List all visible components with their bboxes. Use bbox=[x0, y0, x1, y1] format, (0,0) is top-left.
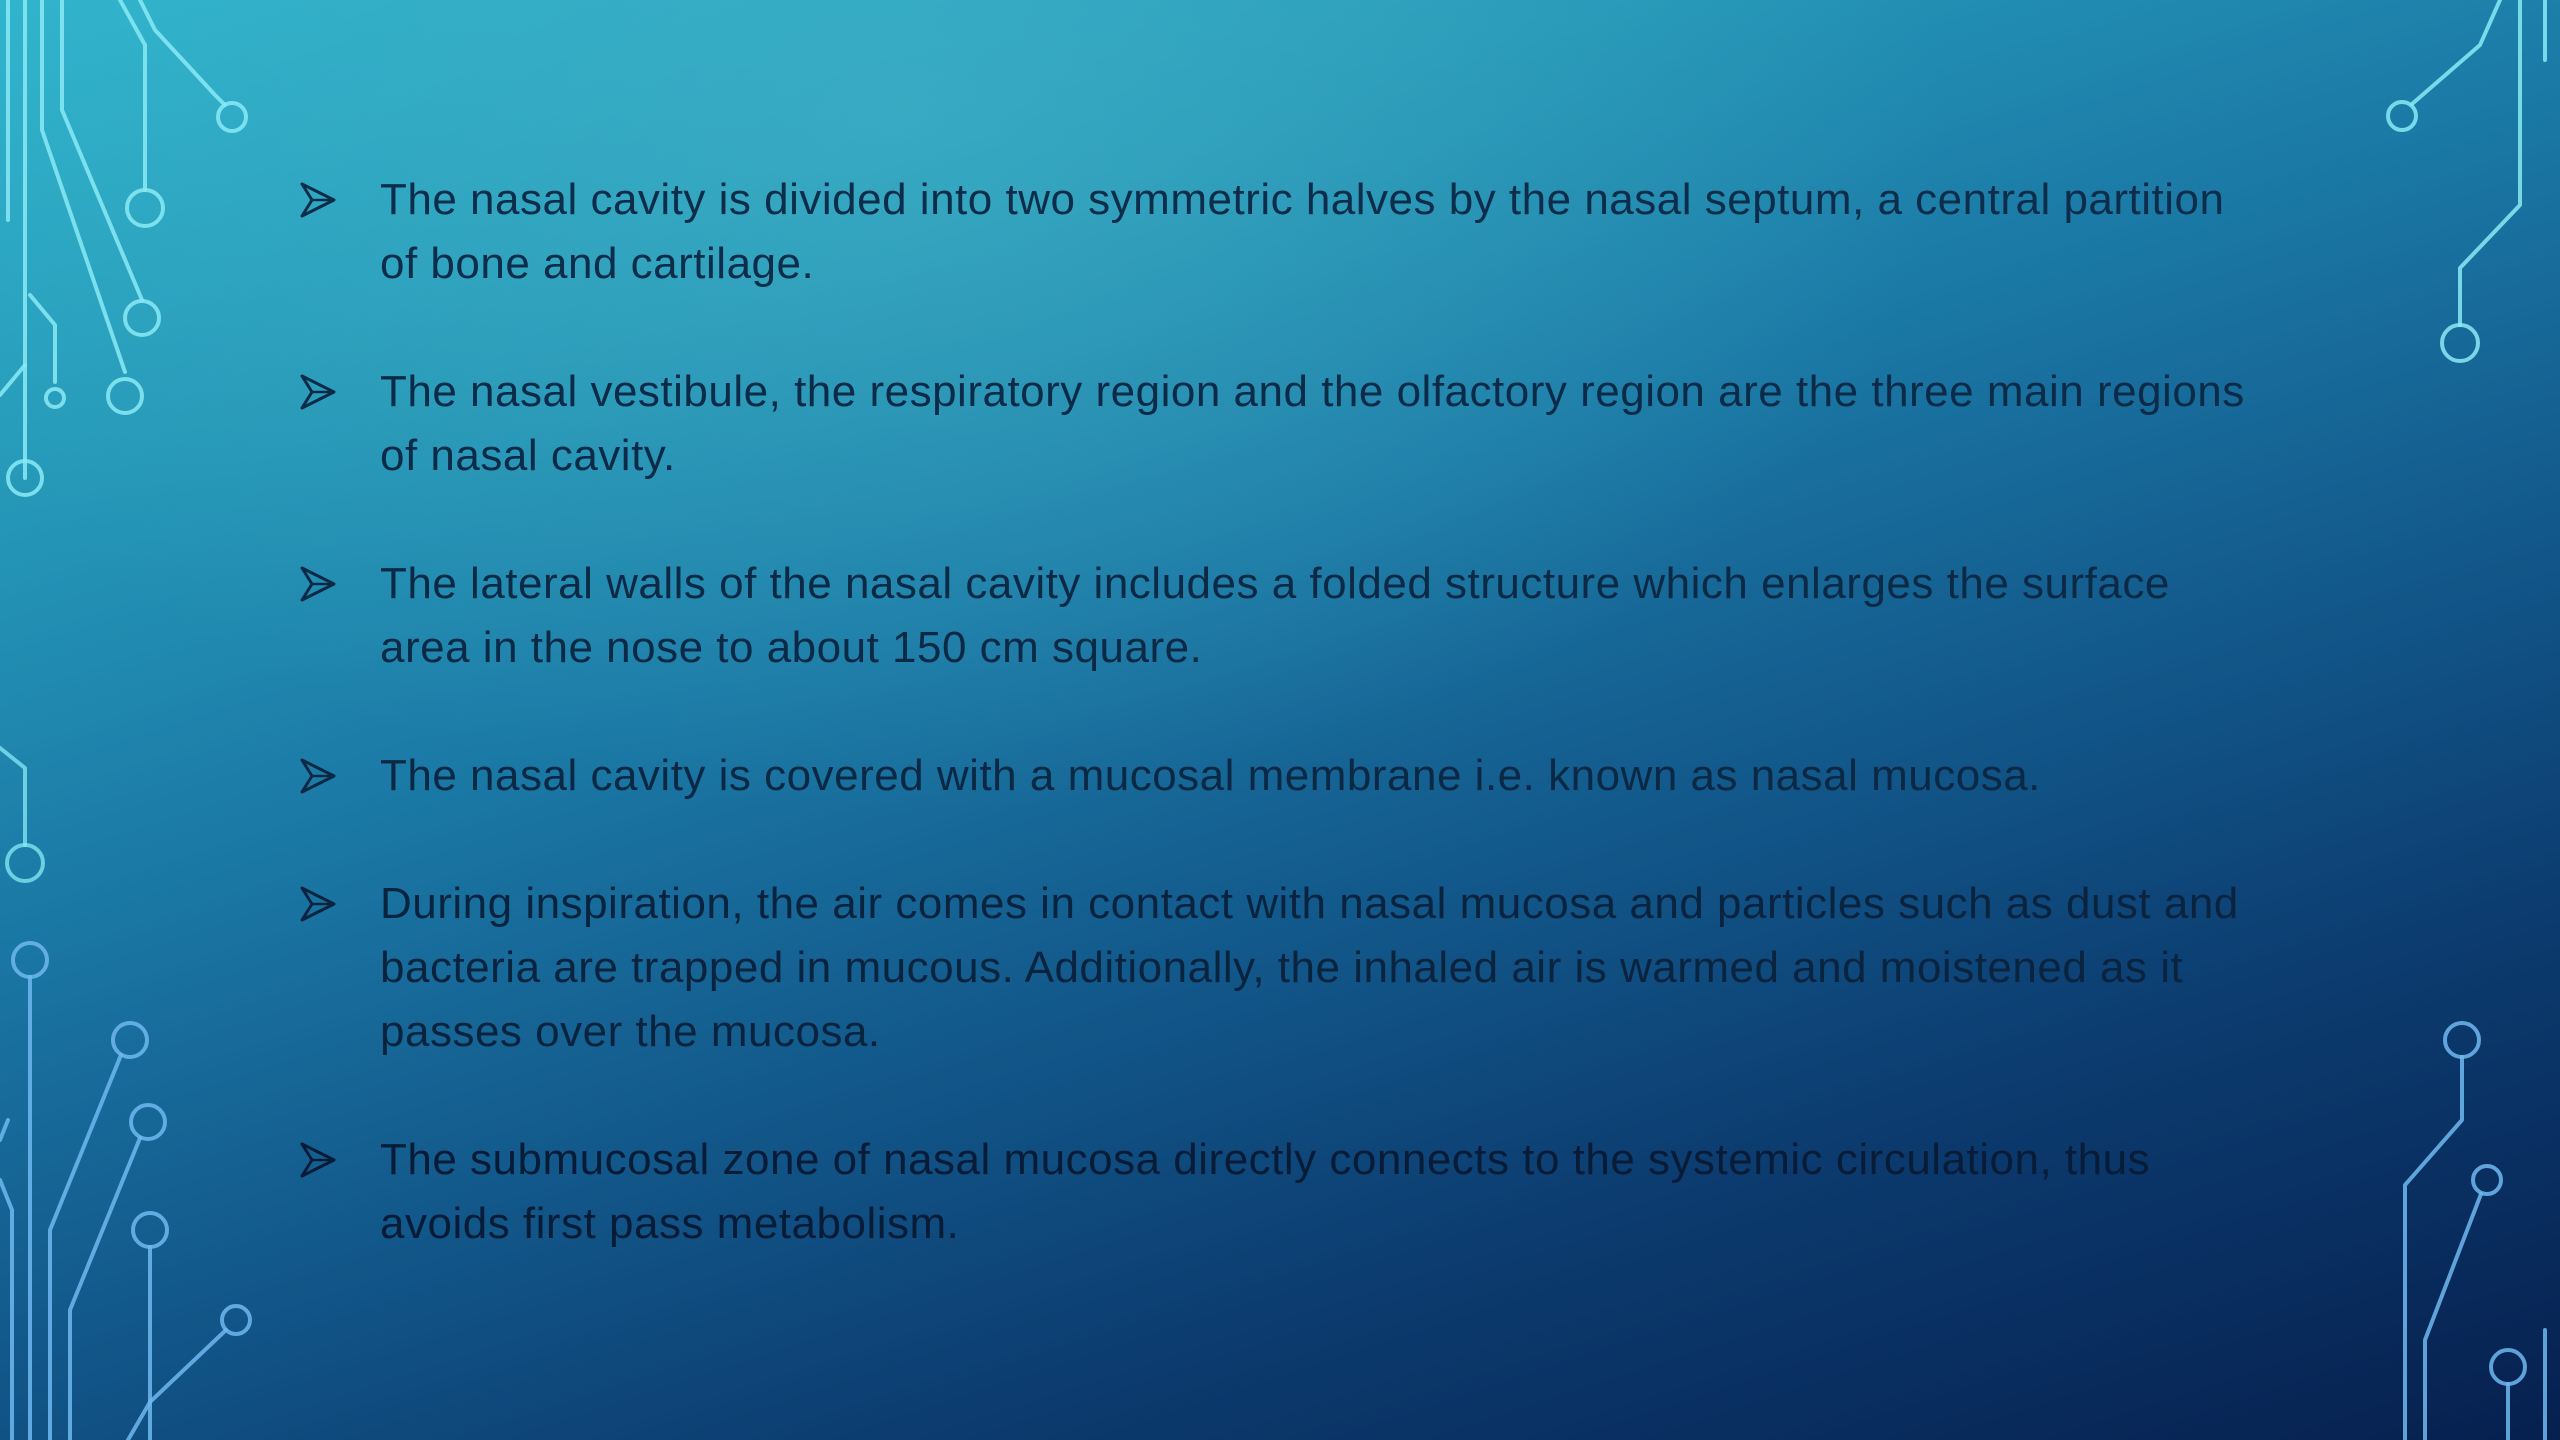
bullet-item bbox=[300, 744, 2250, 808]
bullet-text: The nasal cavity is covered with a mucosal membrane i.e. known as nasal mucosa. bbox=[380, 751, 2041, 800]
bullet-item bbox=[300, 1128, 2250, 1256]
circuit-bottom-left bbox=[0, 943, 250, 1440]
arrow-bullet-icon bbox=[300, 182, 336, 218]
bullet-list bbox=[300, 168, 2250, 1320]
bullet-text: The nasal vestibule, the respiratory region and the olfactory region are the three main regions of nasal cavity. bbox=[380, 367, 2245, 480]
arrow-bullet-icon bbox=[300, 374, 336, 410]
bullet-text: The nasal cavity is divided into two symmetric halves by the nasal septum, a central partition of bone and cartilage. bbox=[380, 175, 2225, 288]
arrow-bullet-icon bbox=[300, 1142, 336, 1178]
arrow-bullet-icon bbox=[300, 886, 336, 922]
circuit-top-left bbox=[0, 0, 246, 495]
circuit-top-right bbox=[2388, 0, 2545, 361]
bullet-text: During inspiration, the air comes in contact with nasal mucosa and particles such as dust and bacteria are trapped in mucous. Additionally, the inhaled air is warmed and moistened as it passes over the mucosa. bbox=[380, 879, 2239, 1056]
bullet-item bbox=[300, 168, 2250, 296]
circuit-bottom-right bbox=[2405, 1023, 2545, 1440]
bullet-item bbox=[300, 552, 2250, 680]
bullet-item bbox=[300, 360, 2250, 488]
arrow-bullet-icon bbox=[300, 758, 336, 794]
bullet-text: The submucosal zone of nasal mucosa directly connects to the systemic circulation, thus avoids first pass metabolism. bbox=[380, 1135, 2151, 1248]
circuit-mid-left bbox=[0, 748, 43, 881]
arrow-bullet-icon bbox=[300, 566, 336, 602]
bullet-text: The lateral walls of the nasal cavity includes a folded structure which enlarges the surface area in the nose to about 150 cm square. bbox=[380, 559, 2170, 672]
bullet-item bbox=[300, 872, 2250, 1064]
